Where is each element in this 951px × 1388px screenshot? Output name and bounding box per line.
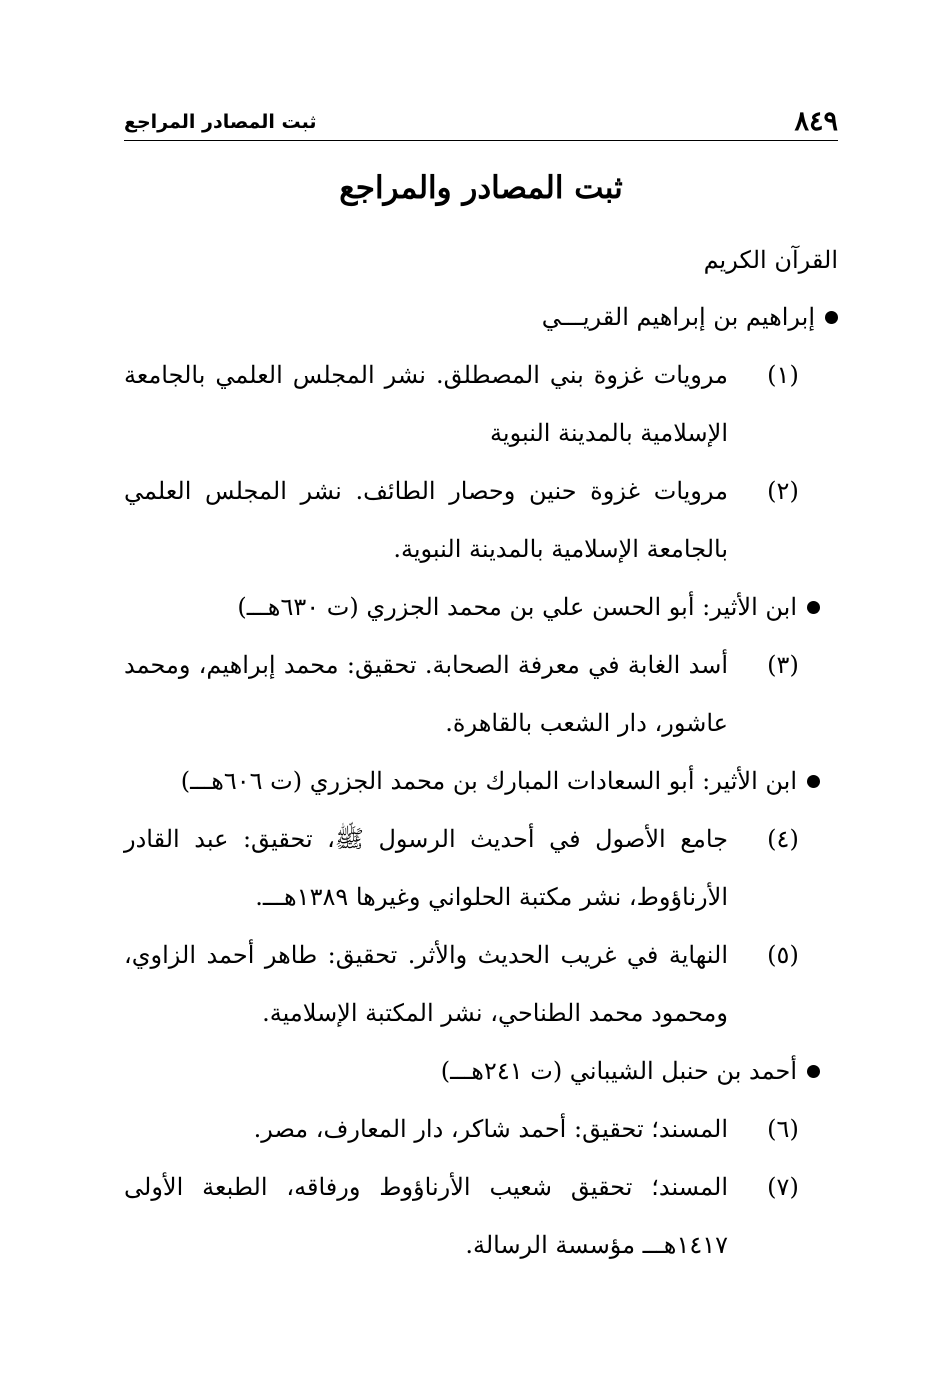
quran-entry: القرآن الكريم <box>703 246 838 274</box>
bullet-icon <box>807 1065 820 1078</box>
bullet-icon <box>825 311 838 324</box>
author-name: ابن الأثير: أبو الحسن علي بن محمد الجزري (ت ٦٣٠هـــ) <box>237 593 797 621</box>
entry-text: المسند؛ تحقيق شعيب الأرناؤوط ورفاقه، الطبعة الأولى ١٤١٧هـــ مؤسسة الرسالة. <box>124 1173 728 1259</box>
entry-text: جامع الأصول في أحديث الرسول ﷺ، تحقيق: عبد القادر الأرناؤوط، نشر مكتبة الحلواني وغيرها ١٣٨٩هـــ. <box>124 825 728 911</box>
entry-number: (٣) <box>767 651 799 679</box>
author-heading <box>124 1042 838 1100</box>
entry-number: (١) <box>767 361 799 389</box>
running-title: ثبت المصادر المراجع <box>124 111 317 133</box>
entry-text: أسد الغابة في معرفة الصحابة. تحقيق: محمد إبراهيم، ومحمد عاشور، دار الشعب بالقاهرة. <box>124 651 728 737</box>
bibliography-list <box>124 232 838 1274</box>
bibliography-entry <box>124 462 838 578</box>
bullet-icon <box>807 601 820 614</box>
page-header <box>124 104 838 141</box>
bibliography-entry <box>124 1158 838 1274</box>
bibliography-entry <box>124 346 838 462</box>
entry-number: (٢) <box>767 477 799 505</box>
bibliography-entry <box>124 810 838 926</box>
page-number: ٨٤٩ <box>794 106 838 137</box>
author-heading <box>124 288 838 346</box>
bibliography-entry <box>124 636 838 752</box>
entry-text: المسند؛ تحقيق: أحمد شاكر، دار المعارف، مصر. <box>253 1115 728 1143</box>
page-title: ثبت المصادر والمراجع <box>339 170 623 206</box>
bibliography-entry <box>124 1100 838 1158</box>
author-name: ابن الأثير: أبو السعادات المبارك بن محمد الجزري (ت ٦٠٦هـــ) <box>180 767 797 795</box>
author-heading <box>124 752 838 810</box>
entry-number: (٦) <box>767 1115 799 1143</box>
entry-text: النهاية في غريب الحديث والأثر. تحقيق: طاهر أحمد الزاوي، ومحمود محمد الطناحي، نشر المكتبة الإسلامية. <box>124 941 728 1027</box>
entry-number: (٤) <box>767 825 799 853</box>
author-heading <box>124 578 838 636</box>
bibliography-entry <box>124 926 838 1042</box>
entry-text: مرويات غزوة حنين وحصار الطائف. نشر المجلس العلمي بالجامعة الإسلامية بالمدينة النبوية. <box>124 477 728 563</box>
entry-number: (٥) <box>767 941 799 969</box>
entry-text: مرويات غزوة بني المصطلق. نشر المجلس العلمي بالجامعة الإسلامية بالمدينة النبوية <box>124 361 728 447</box>
author-name: أحمد بن حنبل الشيباني (ت ٢٤١هـــ) <box>440 1057 797 1085</box>
author-name: إبراهيم بن إبراهيم القريـــي <box>541 303 815 331</box>
bullet-icon <box>807 775 820 788</box>
entry-number: (٧) <box>767 1173 799 1201</box>
